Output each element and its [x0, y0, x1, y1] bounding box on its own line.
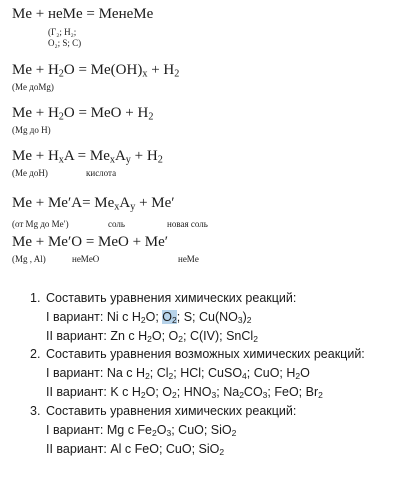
- note-new-salt: новая соль: [167, 219, 208, 229]
- formula-metal-nonmetal: Me + неMe = MeнеMe: [12, 6, 154, 22]
- task-3-title: Составить уравнения химических реакций:: [46, 404, 297, 418]
- task-3-variant-2: II вариант: Al с FeO; CuO; SiO$_2$: [46, 442, 225, 458]
- formula-metal-acid: $Me + H_xA = Me_xA_y + H_2$: [12, 148, 163, 166]
- task-2-variant-1: I вариант: Na с $H_2$; $Cl_2$; HCl; CuSO$_4$; CuO; $H_2O$: [46, 366, 310, 382]
- task-1-variant-2: II вариант: Zn с $H_2O$; $O_2$; C(IV); SnCl$_2$: [46, 329, 258, 345]
- note-nonmetals-2: O₂; S; C): [48, 38, 82, 48]
- formula-metal-salt: $Me + Me'A= Me_xA_y + Me'$: [12, 195, 175, 213]
- task-2-number: 2.: [30, 347, 41, 361]
- task-1-variant-1: I вариант: Ni с $H_2O$; $O_2$; S; $Cu(NO_3)_2$: [46, 310, 252, 326]
- note-mg-al: (Mg , Al): [12, 254, 46, 264]
- task-2-title: Составить уравнения возможных химических реакций:: [46, 347, 365, 361]
- note-me-to-h: (Me доН): [12, 168, 48, 178]
- task-2-variant-2: II вариант: K с $H_2O$; $O_2$; $HNO_3$; $Na_2CO_3$; FeO; $Br_2$: [46, 385, 323, 401]
- formula-metal-water-hydroxide: $Me + H_2O = Me(OH)_x + H_2$: [12, 62, 180, 80]
- formula-metal-water-oxide: $Me + H_2O$ = MeO + $H_2$: [12, 105, 154, 123]
- highlighted-text: $O_2$: [162, 310, 177, 326]
- note-nonmetal: неMe: [178, 254, 199, 264]
- note-mg-to-h: (Mg до H): [12, 125, 51, 135]
- task-3-variant-1: I вариант: Mg с $Fe_2O_3$; CuO; SiO$_2$: [46, 423, 237, 439]
- note-from-mg-to-me: (от Mg до Me′): [12, 219, 69, 229]
- task-1-title: Составить уравнения химических реакций:: [46, 291, 297, 305]
- note-acid: кислота: [86, 168, 117, 178]
- task-1-number: 1.: [30, 291, 41, 305]
- formula-metal-oxide: Me + Me′O = MeO + Me′: [12, 234, 169, 250]
- task-3-number: 3.: [30, 404, 41, 418]
- note-nonmetal-oxide: неMeO: [72, 254, 100, 264]
- note-nonmetals-1: (Г₂; H₂;: [48, 27, 77, 37]
- note-salt: соль: [108, 219, 125, 229]
- note-me-to-mg: (Me доMg): [12, 82, 54, 92]
